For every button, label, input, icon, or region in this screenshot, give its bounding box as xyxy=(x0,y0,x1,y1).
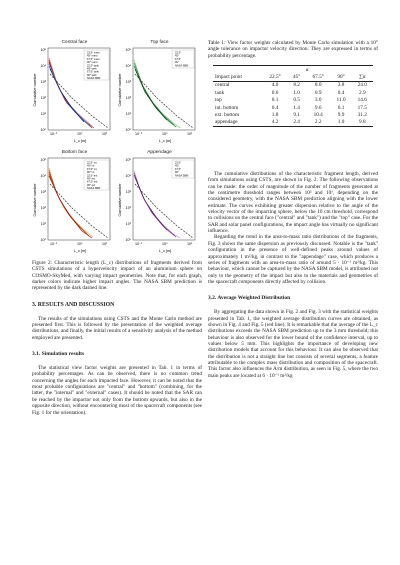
panel-appendage xyxy=(117,150,202,258)
table-row: central 4.0 8.2 8.0 3.8 24.0 xyxy=(215,82,367,89)
x-tick: 10⁰ xyxy=(162,242,168,246)
panel-central xyxy=(32,40,117,148)
svg-text:67.5° ext: 67.5° ext xyxy=(87,180,98,184)
section-heading: 3. RESULTS AND DISCUSSION xyxy=(32,301,115,308)
column-header: 22.5° xyxy=(263,73,288,81)
y-axis-label: Cumulative number xyxy=(33,183,37,217)
x-tick: 10⁻¹ xyxy=(50,242,58,246)
sum-header: ∑α xyxy=(352,73,373,81)
row-header: Impact point xyxy=(213,73,263,81)
figure-2 xyxy=(32,40,202,260)
table-header-row xyxy=(213,66,373,74)
svg-text:67.5°: 67.5° xyxy=(175,167,182,171)
x-tick: 10¹ xyxy=(102,132,108,136)
view-factor-table xyxy=(213,65,373,127)
figure-caption: Figure 2: Characteristic length (L_c) distributions of fragments derived from CSTS simulations of a hypervelocity impact of an aluminium sphere on COSMO-SkyMed, with varying impact geometries. Note that, for each graph, darker colors indicate higher impact angles. The NASA SBM prediction is represented by the dark dashed line. xyxy=(32,260,202,292)
svg-text:90° tank: 90° tank xyxy=(87,73,97,77)
table-row: ext. bottom 1.8 9.1 10.4 9.9 31.2 xyxy=(215,111,367,118)
y-tick: 10⁵ xyxy=(125,158,131,162)
y-axis-label: Cumulative number xyxy=(33,73,37,107)
panel-title: Top face xyxy=(150,40,169,45)
svg-text:22.5° tank: 22.5° tank xyxy=(87,64,99,68)
x-tick: 10⁰ xyxy=(77,132,83,136)
y-tick: 10⁴ xyxy=(125,174,131,178)
legend xyxy=(84,50,109,80)
panel-top xyxy=(117,40,202,148)
x-tick: 10¹ xyxy=(187,242,193,246)
svg-text:90°: 90° xyxy=(175,171,179,175)
table-header-row xyxy=(213,73,373,81)
x-axis-label: L_c [m] xyxy=(158,249,172,253)
y-tick: 10² xyxy=(40,206,46,210)
nasa-sbm-line xyxy=(135,184,193,238)
svg-text:90° int: 90° int xyxy=(87,171,95,175)
y-tick: 10⁴ xyxy=(40,174,46,178)
y-tick: 10⁰ xyxy=(40,238,46,242)
y-tick: 10³ xyxy=(40,190,46,194)
x-tick: 10⁰ xyxy=(77,242,83,246)
table-caption: Table 1: View factor weights calculated by Monte Carlo simulation with a 10° angle tolerance on impactor velocity direction. They are expressed in terms of probability percentage. xyxy=(208,40,378,59)
y-tick: 10³ xyxy=(125,80,131,84)
y-tick: 10⁵ xyxy=(40,48,46,52)
svg-text:45° int: 45° int xyxy=(87,164,95,168)
svg-text:45° mero: 45° mero xyxy=(87,54,98,58)
paragraph: The cumulative distributions of the characteristic fragment length, derived from simulations using CSTS, are shown in Fig. 2. The following observations can be made: the order of magnitude of the number of fragments generated at the centimetre threshold ranges between 10² and 10³, depending on the considered geometry, with the NASA SBM prediction aligning with the lower estimate. The curves exhibiting greater dispersion relative to the angle of the velocity vector of the impacting sphere, below the 10 cm threshold, correspond to collisions on the central face ("central" and "tank") and the "top" case. For the SAR and solar panel configurations, the impact angle has virtually no significant influence. xyxy=(208,171,378,235)
svg-text:90°: 90° xyxy=(175,61,179,65)
panel-bottom-plot xyxy=(32,150,117,258)
svg-text:67.5° int: 67.5° int xyxy=(87,167,97,171)
x-tick: 10¹ xyxy=(102,242,108,246)
y-tick: 10² xyxy=(125,206,131,210)
right-column xyxy=(208,40,378,379)
y-tick: 10¹ xyxy=(40,222,46,226)
panel-bottom xyxy=(32,150,117,258)
svg-text:NASA SBM: NASA SBM xyxy=(175,174,189,178)
legend xyxy=(172,50,194,68)
panel-title: Bottom face xyxy=(61,150,88,155)
y-tick: 10⁰ xyxy=(125,128,131,132)
y-tick: 10⁴ xyxy=(125,64,131,68)
svg-text:45°: 45° xyxy=(175,54,179,58)
x-axis-label: L_c [m] xyxy=(73,249,87,253)
svg-text:45° tank: 45° tank xyxy=(87,67,97,71)
svg-text:22.5° mero: 22.5° mero xyxy=(87,51,100,55)
svg-text:45° ext: 45° ext xyxy=(87,177,96,181)
x-tick: 10⁰ xyxy=(162,132,168,136)
svg-text:22.5° int: 22.5° int xyxy=(87,161,97,165)
panel-appendage-plot xyxy=(117,150,202,258)
column-header: 90° xyxy=(331,73,352,81)
y-tick: 10² xyxy=(40,96,46,100)
x-tick: 10¹ xyxy=(187,132,193,136)
svg-text:45°: 45° xyxy=(175,164,179,168)
nasa-sbm-line xyxy=(50,74,108,128)
y-tick: 10³ xyxy=(40,80,46,84)
table-row: tank 0.6 1.0 0.9 0.4 2.9 xyxy=(215,89,366,96)
y-tick: 10⁵ xyxy=(125,48,131,52)
simulation-results-paragraph: The statistical view factor weights are presented in Tab. 1 in terms of probability percentages. As can be observed, there is no common trend concerning the angles for each impacted face. However, it can be noted that the most probable configurations are "central" and "bottom" (combining, for the latter, the "internal" and "external" cases). It should be noted that the SAR can be reached by the impactor not only from the bottom upwards, but also in the opposite direction, without encountering most of the spacecraft components (see Fig. 1 for the orientation). xyxy=(32,365,202,416)
svg-text:22.5° ext: 22.5° ext xyxy=(87,174,98,178)
x-tick: 10⁻¹ xyxy=(135,242,143,246)
y-tick: 10⁵ xyxy=(40,158,46,162)
y-tick: 10³ xyxy=(125,190,131,194)
y-tick: 10¹ xyxy=(125,222,131,226)
alpha-header: α xyxy=(263,66,352,74)
left-column xyxy=(32,40,202,416)
column-header: 67.5° xyxy=(306,73,331,81)
column-header: 45° xyxy=(287,73,305,81)
svg-text:90° ext: 90° ext xyxy=(87,183,96,187)
subsection-heading: 3.1. Simulation results xyxy=(32,351,85,358)
svg-text:67.5° tank: 67.5° tank xyxy=(87,70,99,74)
subsection-heading: 3.2. Average Weighted Distribution xyxy=(208,295,291,302)
series-lines xyxy=(134,60,180,128)
svg-text:67.5° mero: 67.5° mero xyxy=(87,57,100,61)
y-axis-label: Cumulative number xyxy=(118,73,122,107)
nasa-sbm-line xyxy=(50,184,108,238)
spacer xyxy=(208,127,378,171)
y-tick: 10¹ xyxy=(125,112,131,116)
svg-text:NASA SBM: NASA SBM xyxy=(87,77,101,81)
x-tick: 10⁻¹ xyxy=(50,132,58,136)
y-tick: 10⁴ xyxy=(40,64,46,68)
y-axis-label: Cumulative number xyxy=(118,183,122,217)
panel-title: Appendage xyxy=(147,150,172,155)
panel-top-plot xyxy=(117,40,202,148)
series-lines xyxy=(134,171,180,238)
svg-text:NASA SBM: NASA SBM xyxy=(87,187,101,191)
svg-text:67.5°: 67.5° xyxy=(175,57,182,61)
section-intro-paragraph: The results of the simulations using CSTS and the Monte Carlo method are presented first. This is followed by the presentation of the weighted average distributions, and finally, the initial results of a sensitivity analysis of the method employed are presented. xyxy=(32,315,202,341)
legend xyxy=(84,160,109,190)
svg-text:NASA SBM: NASA SBM xyxy=(175,64,189,68)
svg-text:90° mero: 90° mero xyxy=(87,61,98,65)
svg-text:22.5°: 22.5° xyxy=(175,161,182,165)
table-row: top 0.1 0.5 3.0 11.0 14.6 xyxy=(215,97,367,104)
svg-text:22.5°: 22.5° xyxy=(175,51,182,55)
y-tick: 10⁰ xyxy=(40,128,46,132)
x-axis-label: L_c [m] xyxy=(73,139,87,143)
y-tick: 10⁰ xyxy=(125,238,131,242)
table-row: int. bottom 0.4 1.4 9.6 6.1 17.5 xyxy=(215,104,367,111)
legend xyxy=(172,160,194,178)
panel-title: Central face xyxy=(61,40,88,45)
y-tick: 10¹ xyxy=(40,112,46,116)
x-axis-label: L_c [m] xyxy=(158,139,172,143)
x-tick: 10⁻¹ xyxy=(135,132,143,136)
nasa-sbm-line xyxy=(135,74,193,128)
paragraph: Regarding the trend in the area-to-mass ratio distributions of the fragments, Fig. 3 shows the same dispersion as previously discussed. Notable is the "tank" configuration in the presence of well-defined peaks around values of approximately 1 m²/kg, in contrast to the "appendage" case, which produces a series of fragments with an area-to-mass ratio of around 5 · 10⁻¹ m²/kg. This behaviour, which cannot be captured by the NASA SBM model, is attributed not only to the geometry of the impact but also to the materials and geometries of the spacecraft components directly affected by collision. xyxy=(208,234,378,285)
table-row: appendage 4.2 2.4 2.2 1.0 9.8 xyxy=(213,119,373,127)
y-tick: 10² xyxy=(125,96,131,100)
panel-central-plot xyxy=(32,40,117,148)
paragraph: By aggregating the data shown in Fig. 2 and Fig. 3 with the statistical weights presented in Tab. 1, the weighted average distribution curves are obtained, as shown in Fig. 4 and Fig. 5 (red line). It is remarkable that the average of the L_c distributions exceeds the NASA SBM prediction up to the 3 mm threshold; this behaviour is also observed for the lower bound of the confidence interval, up to values below 5 mm. This highlights the importance of developing new distribution models that account for this behaviour. It can also be observed that the distribution is not a straight line but consists of several segments, a feature attributable to the complex mass distribution and composition of the spacecraft. This factor also influences the A/m distribution, as seen in Fig. 5, where the two main peaks are located at 6 · 10⁻¹ m²/kg xyxy=(208,309,378,379)
